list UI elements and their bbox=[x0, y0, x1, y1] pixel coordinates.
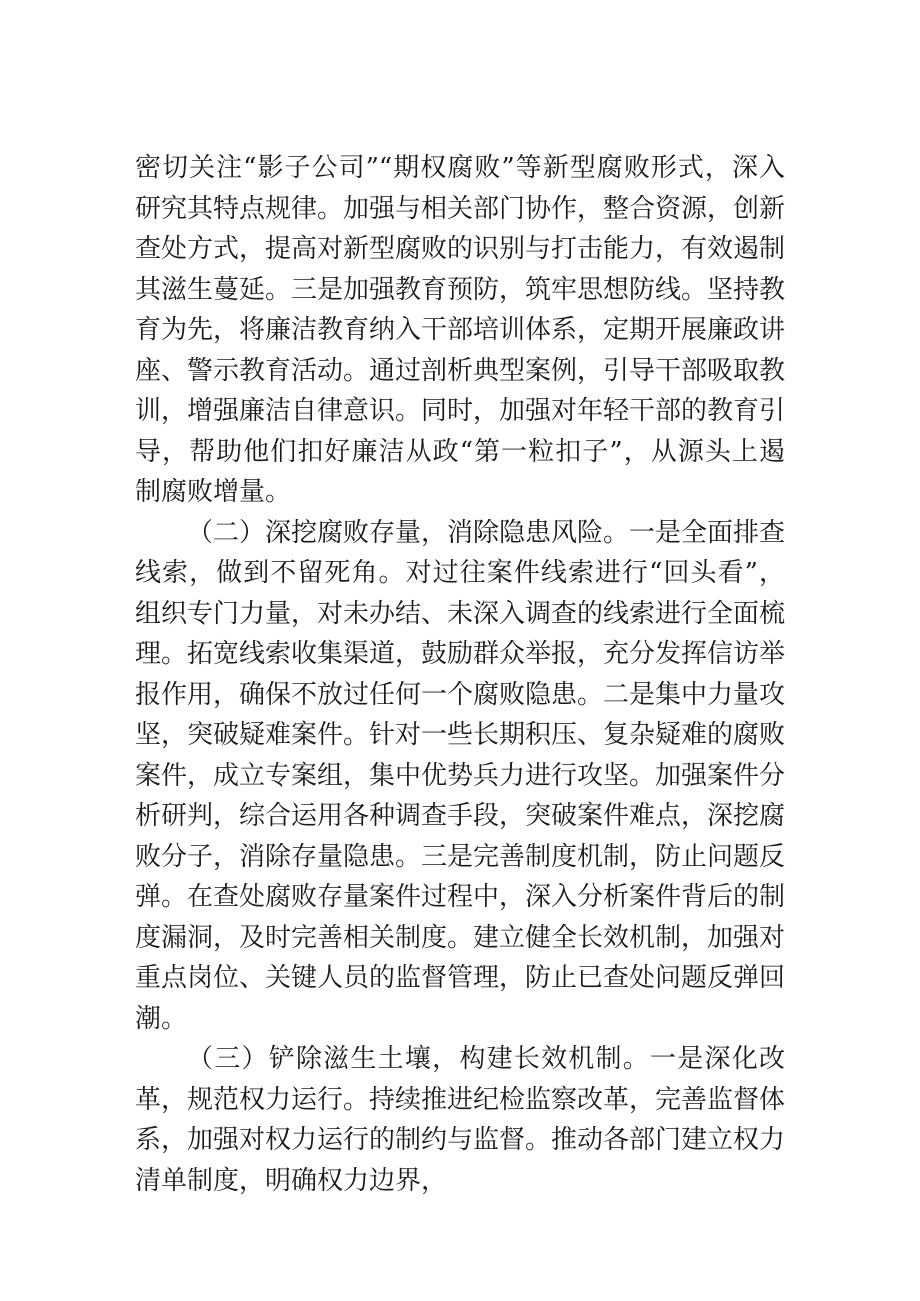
paragraph-continued: 密切关注“影子公司”“期权腐败”等新型腐败形式，深入研究其特点规律。加强与相关部门协作，整合资源，创新查处方式，提高对新型腐败的识别与打击能力，有效遏制其滋生蔓延。三是加强教育预防，筑牢思想防线。坚持教育为先，将廉洁教育纳入干部培训体系，定期开展廉政讲座、警示教育活动。通过剖析典型案例，引导干部吸取教训，增强廉洁自律意识。同时，加强对年轻干部的教育引导，帮助他们扣好廉洁从政“第一粒扣子”，从源头上遏制腐败增量。 bbox=[135, 153, 786, 507]
paragraph-section-two: （二）深挖腐败存量，消除隐患风险。一是全面排查线索，做到不留死角。对过往案件线索进行“回头看”，组织专门力量，对未办结、未深入调查的线索进行全面梳理。拓宽线索收集渠道，鼓励群众举报，充分发挥信访举报作用，确保不放过任何一个腐败隐患。二是集中力量攻坚，突破疑难案件。针对一些长期积压、复杂疑难的腐败案件，成立专案组，集中优势兵力进行攻坚。加强案件分析研判，综合运用各种调查手段，突破案件难点，深挖腐败分子，消除存量隐患。三是完善制度机制，防止问题反弹。在查处腐败存量案件过程中，深入分析案件背后的制度漏洞，及时完善相关制度。建立健全长效机制，加强对重点岗位、关键人员的监督管理，防止已查处问题反弹回潮。 bbox=[135, 517, 786, 1034]
document-body bbox=[135, 148, 785, 1201]
paragraph-section-three: （三）铲除滋生土壤，构建长效机制。一是深化改革，规范权力运行。持续推进纪检监察改革，完善监督体系，加强对权力运行的制约与监督。推动各部门建立权力清单制度，明确权力边界， bbox=[135, 1044, 786, 1196]
